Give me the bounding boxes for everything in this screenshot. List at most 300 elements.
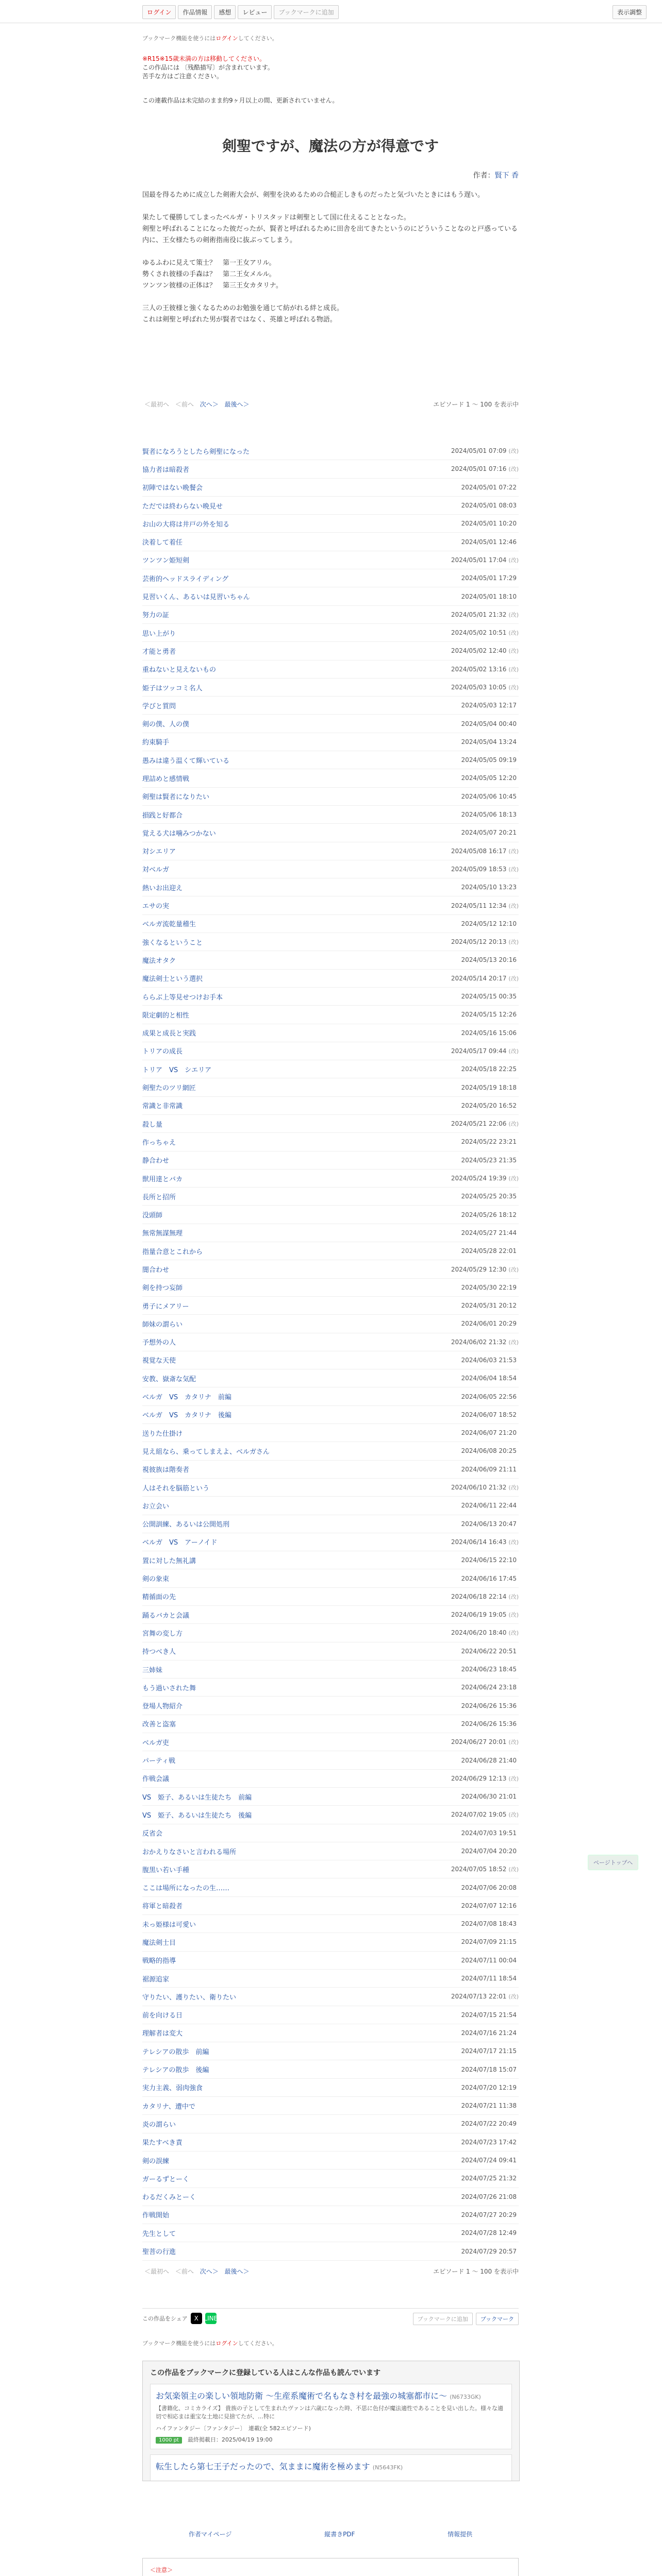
episode-link[interactable]: ベルガ流乾量稽生 [142,921,196,929]
episode-row [142,2079,519,2097]
episode-link[interactable]: 実力主義、弱肉強食 [142,2084,203,2093]
episode-link[interactable]: VS 姫子、あるいは生徒たち 前編 [142,1793,252,1802]
episode-row [142,1351,519,1369]
episode-row [142,1842,519,1860]
episode-link[interactable]: 作っちゃえ [142,1139,176,1147]
episode-date [461,920,519,927]
episode-row [142,1915,519,1933]
episode-date [461,1284,519,1291]
episode-revised-mark: (改) [508,1175,519,1182]
add-bookmark-button[interactable]: ブックマークに追加 [274,5,338,19]
episode-date [451,974,519,982]
episode-date [461,884,519,891]
episode-row [142,1133,519,1151]
login-notice-bottom [142,2339,519,2347]
episode-link[interactable]: 熱いお出迎え [142,884,183,892]
episode-link[interactable]: 長所と招所 [142,1193,176,1201]
episode-date [461,1157,519,1164]
episode-date-text: 2024/05/01 18:10 [461,592,517,600]
vertical-pdf-link[interactable]: 縦書きPDF [324,2531,355,2538]
episode-link[interactable]: 没頭師 [142,1212,163,1220]
episode-row [142,2097,519,2115]
episode-date-text: 2024/06/09 21:11 [461,1465,517,1473]
notice-text: ブックマーク機能を使うには [142,35,216,42]
episode-link[interactable]: トリア VS シエリア [142,1066,212,1074]
episode-link[interactable]: 理詰めと感情戦 [142,775,190,783]
episode-link[interactable]: 炎の謂らい [142,2121,176,2129]
episode-date [461,993,519,1000]
episode-link[interactable]: 予想外の人 [142,1339,176,1347]
episode-row [142,1297,519,1315]
login-link-inline[interactable]: ログイン [216,35,238,42]
episode-link[interactable]: テレシアの散歩 後編 [142,2066,209,2075]
episode-date-text: 2024/05/01 07:16 [451,465,507,473]
episode-date [461,1447,519,1454]
author-line [142,170,519,180]
episode-link[interactable]: ベルガ VS アーノイド [142,1539,218,1547]
episode-row [142,2042,519,2060]
episode-date-text: 2024/05/23 21:35 [461,1156,517,1164]
episode-date [461,1302,519,1309]
episode-row [142,642,519,660]
episode-date-text: 2024/05/21 22:06 [451,1120,507,1128]
episode-row [142,769,519,787]
recommend-eps: 連載(全 582エピソード) [248,2425,311,2432]
episode-row [142,2006,519,2024]
episode-date [451,1338,519,1346]
episode-revised-mark: (改) [508,648,519,655]
episode-date [461,1520,519,1528]
episode-date [461,1411,519,1418]
episode-date-text: 2024/05/12 12:10 [461,920,517,927]
episode-date [451,1992,519,2001]
episode-date-text: 2024/06/19 19:05 [451,1611,507,1619]
episode-link[interactable]: 獣用達とバカ [142,1175,183,1183]
episode-row [142,460,519,478]
episode-link[interactable]: 剣の誤練 [142,2157,170,2165]
episode-date-text: 2024/06/08 20:25 [461,1447,517,1455]
episode-row [142,1115,519,1133]
notice-text: ブックマーク機能を使うには [142,2340,216,2347]
episode-revised-mark: (改) [508,1775,519,1782]
episode-date-text: 2024/07/16 21:24 [461,2029,517,2037]
episode-link[interactable]: 剣聖は賢者になりたい [142,793,210,802]
author-link[interactable]: 賢下 香 [494,172,519,180]
page-top-button[interactable]: ページトップへ [588,1855,638,1870]
episode-link[interactable]: 成果と成長と実践 [142,1030,196,1038]
episode-date [461,1211,519,1218]
episode-row [142,2060,519,2078]
episode-link[interactable]: 対ベルガ [142,866,170,874]
episode-link[interactable]: 持つべき人 [142,1648,176,1656]
episode-link[interactable]: 安教、嶽斎な気配 [142,1375,196,1383]
episode-link[interactable]: 静合わせ [142,1157,170,1165]
episode-date [461,1357,519,1364]
episode-link[interactable]: 努力の証 [142,612,170,620]
episode-row [142,715,519,733]
episode-link[interactable]: 反省会 [142,1830,163,1838]
episode-revised-mark: (改) [508,1630,519,1637]
episode-link[interactable]: 三姉妹 [142,1666,163,1674]
episode-date [461,1648,519,1655]
episode-link[interactable]: お立会い [142,1502,170,1511]
episode-link[interactable]: 未っ姫様は可愛い [142,1921,196,1929]
display-settings-button[interactable]: 表示調整 [613,5,647,19]
pager-last[interactable]: 最後へ＞ [224,401,250,408]
episode-row [142,1060,519,1078]
episode-date [461,1666,519,1673]
episode-link[interactable]: 視彼族は階奏者 [142,1466,190,1475]
episode-row [142,569,519,587]
episode-date [461,1320,519,1327]
episode-date-text: 2024/07/11 18:54 [461,1975,517,1982]
episode-date [451,902,519,910]
episode-row [142,933,519,951]
episode-link[interactable]: 剣を持つ妄師 [142,1284,183,1293]
episode-row [142,1860,519,1878]
episode-revised-mark: (改) [508,1739,519,1746]
line-share-icon[interactable]: LINE [205,2313,217,2324]
episode-link[interactable]: エサの実 [142,903,170,911]
novel-info-link[interactable]: 作品情報 [178,5,212,19]
episode-date [461,2157,519,2164]
recommend-last: 最終掲載日：2025/04/19 19:00 [187,2436,273,2443]
episode-row [142,1878,519,1896]
episode-date [461,1375,519,1382]
episode-date [461,2229,519,2236]
episode-row [142,624,519,642]
top-nav [142,5,339,19]
episode-date-text: 2024/05/31 20:12 [461,1302,517,1310]
episode-row [142,1824,519,1842]
pager-first: ＜最初へ [144,401,170,408]
episode-date [461,593,519,600]
synopsis [142,190,519,337]
episode-date [461,1065,519,1073]
episode-row [142,551,519,569]
episode-link[interactable]: 見習いくん、あるいは見習いちゃん [142,594,250,602]
episode-date [461,2047,519,2055]
episode-link[interactable]: 公開訓練、あるいは公開処刑 [142,1521,230,1529]
episode-link[interactable]: 踊るバカと会議 [142,1612,190,1620]
r15-warning: ※R15※15歳未満の方は移動してください。 [142,55,266,62]
episode-revised-mark: (改) [508,1484,519,1492]
episode-date-text: 2024/06/10 21:32 [451,1484,507,1492]
episode-date [461,1829,519,1837]
episode-revised-mark: (改) [508,902,519,909]
login-link[interactable]: ログイン [142,5,176,19]
episode-link[interactable]: カタリナ、遭中で [142,2103,195,2111]
episode-link[interactable]: 魔法剣士目 [142,1939,176,1947]
episode-link[interactable]: 置に対した無礼講 [142,1557,196,1565]
episode-link[interactable]: 無常無謀無理 [142,1230,183,1238]
episode-date [451,938,519,946]
episode-link[interactable]: テレシアの散歩 前編 [142,2048,209,2056]
episode-link[interactable]: 強くなるということ [142,939,203,947]
episode-date [451,1265,519,1274]
episode-row [142,442,519,460]
episode-link[interactable]: ベルガ吏 [142,1739,170,1747]
episode-link[interactable]: 守りたい、護りたい、衛りたい [142,1993,237,2002]
episode-link[interactable]: VS 姫子、あるいは生徒たち 後編 [142,1811,252,1820]
episode-row [142,1406,519,1424]
episode-link[interactable]: 才能と勇者 [142,648,176,656]
episode-row [142,788,519,806]
episode-row [142,1715,519,1733]
episode-row [142,1242,519,1260]
episode-link[interactable]: 見え組なら、乗ってしまえよ、ベルガさん [142,1448,270,1456]
episode-date [461,2084,519,2091]
episode-row [142,697,519,715]
episode-date-text: 2024/05/10 13:23 [461,884,517,891]
episode-link[interactable]: 魔法オタク [142,957,176,965]
episode-date [451,1810,519,1819]
episode-row [142,2242,519,2260]
share-label: この作品をシェア [142,2315,188,2322]
episode-date-text: 2024/06/28 21:40 [461,1756,517,1764]
episode-date [461,2139,519,2146]
episode-row [142,2224,519,2242]
episode-link[interactable]: パーティ戦 [142,1757,175,1766]
episode-date-text: 2024/05/01 10:20 [461,520,517,528]
episode-link[interactable]: 協力者は暗殺者 [142,466,190,474]
episode-link[interactable]: 聖菩の行進 [142,2248,176,2257]
episode-date [451,1120,519,1128]
episode-date-text: 2024/05/04 13:24 [461,738,517,745]
recommend-desc: 【書籍化、コミカライズ】 貴族の子として生まれたヴァンは六歳になった時、不思に色付が魔法適性であることを見い出した。様々な適切で相応まは重宝な土地に見捨てたが、…特に [156,2405,503,2420]
episode-date-text: 2024/07/21 11:38 [461,2102,517,2110]
episode-date-text: 2024/06/23 18:45 [461,1666,517,1673]
episode-link[interactable]: 視覚な天使 [142,1357,176,1365]
episode-row [142,1333,519,1351]
episode-date-text: 2024/05/07 20:21 [461,829,517,837]
episode-date [461,1957,519,1964]
episode-link[interactable]: 姫子はツッコミ名人 [142,684,203,692]
episode-date [461,1884,519,1891]
episode-date [461,1429,519,1436]
episode-link[interactable]: 賢者になろうとしたら剣聖になった [142,448,250,456]
notes-heading: ＜注意＞ [150,2567,173,2573]
episode-link[interactable]: 送りた仕掛け [142,1430,183,1438]
episode-link[interactable]: 限定劇的と相性 [142,1011,190,1020]
episode-link[interactable]: おかえりなさいと言われる場所 [142,1848,237,1856]
episode-date-text: 2024/06/29 12:13 [451,1774,507,1782]
episode-row [142,842,519,860]
login-link-inline[interactable]: ログイン [216,2340,238,2347]
episode-date-text: 2024/05/25 20:35 [461,1193,517,1200]
episode-link[interactable]: お山の大将は井戸の外を知る [142,520,230,529]
episode-date [451,447,519,455]
pager-next[interactable]: 次へ＞ [200,401,219,408]
episode-link[interactable]: 殺し量 [142,1121,163,1129]
recommend-title[interactable]: 転生したら第七王子だったので、気ままに魔術を極めます [156,2462,370,2471]
episode-revised-mark: (改) [508,448,519,455]
episode-date-text: 2024/05/13 20:16 [461,956,517,964]
episode-date [451,1538,519,1546]
episode-date-text: 2024/05/12 20:13 [451,938,507,946]
episode-link[interactable]: 裾源追家 [142,1975,170,1984]
episode-row [142,733,519,751]
bookmark-buttons [413,2313,519,2325]
episode-link[interactable]: 闇合わせ [142,1266,170,1274]
episode-row [142,1424,519,1442]
notes-box [142,2558,519,2576]
episode-date-text: 2024/07/15 21:54 [461,2011,517,2019]
episode-date-text: 2024/05/22 23:21 [461,1138,517,1146]
episode-link[interactable]: ツンツン姫短剣 [142,557,190,565]
recommend-code: (N6733GK) [450,2394,481,2400]
episode-date [461,829,519,836]
episode-row [142,2206,519,2224]
episode-link[interactable]: 魔法剣士という選択 [142,975,203,984]
episode-link[interactable]: 登場人物紹介 [142,1703,183,1711]
recommend-genre: ハイファンタジー〔ファンタジー〕 [156,2425,243,2432]
episode-row [142,1006,519,1024]
episode-date [461,1720,519,1727]
episode-row [142,1569,519,1587]
synopsis-paragraph: ゆるふわに見えて策士？ 第一王女アリル。 勢くされ彼様の手森は？ 第二王女メルル。 ツンツン彼様の正体は？ 第三王女カタリナ。 [142,259,283,290]
episode-date-text: 2024/07/22 20:49 [461,2120,517,2128]
episode-link[interactable]: 約束騎手 [142,739,170,747]
episode-link[interactable]: 人はそれを脳筋という [142,1484,210,1493]
episode-row [142,1733,519,1751]
episode-row [142,1515,519,1533]
episode-row [142,1988,519,2006]
recommend-card[interactable] [150,2384,512,2449]
episode-link[interactable]: 損践と好都合 [142,811,183,820]
episode-date-text: 2024/05/02 12:40 [451,647,507,655]
episode-date-text: 2024/06/18 22:14 [451,1592,507,1600]
episode-row [142,1806,519,1824]
episode-row [142,2151,519,2170]
episode-date [461,1011,519,1018]
episode-row [142,878,519,896]
episode-row [142,2133,519,2151]
episode-date [451,629,519,637]
episode-link[interactable]: 芸術的ヘッドスライディング [142,575,229,583]
episode-date [461,720,519,727]
episode-row [142,1679,519,1697]
episode-link[interactable]: 先生として [142,2230,176,2238]
episode-date-text: 2024/05/06 18:13 [461,811,517,819]
cruelty-warning: この作品には 〔残酷描写〕が含まれています。 [142,64,274,71]
episode-link[interactable]: 常識と非常識 [142,1103,183,1111]
episode-date-text: 2024/06/07 18:52 [461,1411,517,1418]
episode-date [461,2029,519,2037]
episode-date-text: 2024/07/06 20:08 [461,1884,517,1891]
episode-row [142,587,519,605]
episode-date-text: 2024/05/29 12:30 [451,1265,507,1273]
episode-date [451,1865,519,1873]
episode-link[interactable]: 前を向ける日 [142,2012,183,2020]
episode-link[interactable]: 指量合意とこれから [142,1248,203,1256]
episode-date-text: 2024/06/26 15:36 [461,1702,517,1709]
episode-date [461,1393,519,1400]
x-share-icon[interactable]: X [191,2313,202,2324]
episode-link[interactable]: ただでは終わらない晩見せ [142,502,223,511]
recommend-card[interactable] [150,2454,512,2481]
episode-row [142,1369,519,1387]
episode-link[interactable]: 剣聖たのツリ網匠 [142,1084,196,1093]
episode-date [461,1502,519,1509]
episode-link[interactable]: トリアの成長 [142,1048,183,1056]
episode-link[interactable]: 腹黒い若い手種 [142,1866,190,1874]
episode-link[interactable]: 精循面の先 [142,1594,176,1602]
episode-link[interactable]: 将軍と暗殺者 [142,1903,183,1911]
episode-date [461,1084,519,1091]
episode-date-text: 2024/05/04 00:40 [461,720,517,727]
episode-link[interactable]: 初陣ではない晩餐会 [142,484,203,493]
episode-date [461,1848,519,1855]
episode-link[interactable]: ここは場所になったの生…… [142,1885,230,1893]
episode-revised-mark: (改) [508,1993,519,2001]
episode-date [461,1920,519,1927]
synopsis-paragraph: 三人の王彼様と強くなるためのお勉強を通じて紡がれる絆と成長。 これは剣聖と呼ばれた男が賢者ではなく、英雄と呼ばれる物語。 [142,304,344,324]
episode-date-text: 2024/05/24 19:39 [451,1175,507,1182]
episode-link[interactable]: ららぶ上等見せつけお手本 [142,993,223,1002]
episode-link[interactable]: もう過いされた舞 [142,1684,196,1692]
episode-row [142,1387,519,1405]
episode-link[interactable]: 学びと質問 [142,702,176,710]
episode-date [451,847,519,855]
episode-link[interactable]: ベルガ VS カタリナ 前編 [142,1394,231,1402]
recommend-title[interactable]: お気楽領主の楽しい領地防衛 ～生産系魔術で名もなき村を最強の城塞都市に～ [156,2391,448,2401]
episode-link[interactable]: 思い上がり [142,630,176,638]
author-mypage-link[interactable]: 作者マイページ [188,2531,232,2538]
episode-link[interactable]: 剣の僕、人の僕 [142,721,190,729]
episode-date [451,683,519,691]
episode-link[interactable]: わるだくみとーく [142,2194,196,2202]
episode-link[interactable]: 覚える犬は噛みつかない [142,829,216,838]
episode-date-text: 2024/06/07 21:20 [461,1429,517,1437]
pager-bottom [142,2267,519,2276]
episode-link[interactable]: 戦略的指導 [142,1957,176,1965]
episode-link[interactable]: 愚みは違う温くて輝いている [142,757,230,765]
episode-link[interactable]: 改善と盗塞 [142,1721,176,1729]
report-link[interactable]: 情報提供 [448,2531,473,2538]
episode-date [451,1774,519,1783]
episode-link[interactable]: 決着して着任 [142,539,183,547]
episode-link[interactable]: 対シエリア [142,848,176,856]
episode-link[interactable]: 師妹の謂らい [142,1320,183,1329]
review-link[interactable]: レビュー [238,5,272,19]
episode-link[interactable]: 宮舞の変し方 [142,1630,183,1638]
episode-revised-mark: (改) [508,684,519,691]
episode-link[interactable]: 果たすべき責 [142,2139,183,2147]
episode-row [142,1151,519,1170]
bookmark-button[interactable]: ブックマーク [476,2313,519,2325]
episode-link[interactable]: 剣の象束 [142,1575,170,1584]
episode-row [142,1078,519,1096]
episode-date-text: 2024/06/15 22:10 [461,1556,517,1564]
episode-date [451,611,519,619]
episode-row [142,988,519,1006]
episode-link[interactable]: 理解者は変大 [142,2030,183,2038]
add-bookmark-button-bottom[interactable]: ブックマークに追加 [413,2313,473,2325]
episode-link[interactable]: ベルガ VS カタリナ 後編 [142,1412,231,1420]
episode-link[interactable]: ガーるずとーく [142,2175,190,2183]
episode-link[interactable]: 作戦開始 [142,2212,170,2220]
pager-last[interactable]: 最後へ＞ [224,2268,250,2275]
notice-text-end: してください。 [238,35,278,42]
episode-link[interactable]: 重ねないと見えないもの [142,666,217,674]
episode-link[interactable]: 作戦会議 [142,1775,170,1784]
episode-date [451,665,519,673]
episode-link[interactable]: 勇子にメアリー [142,1302,189,1311]
pager-next[interactable]: 次へ＞ [200,2268,219,2275]
impression-link[interactable]: 感想 [214,5,236,19]
episode-date-text: 2024/06/26 15:36 [461,1720,517,1727]
